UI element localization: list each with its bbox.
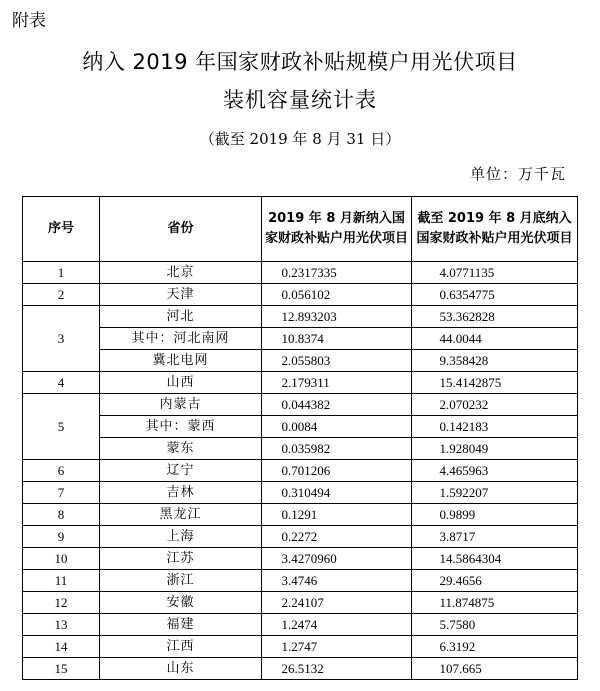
header-total-capacity: 截至 2019 年 8 月底纳入国家财政补贴户用光伏项目 [412, 197, 578, 262]
table-row [23, 504, 578, 526]
table-row [23, 592, 578, 614]
row-index: 3 [23, 306, 100, 372]
row-province: 河北 [100, 306, 262, 328]
document-subtitle: 装机容量统计表 [223, 88, 377, 112]
row-index: 6 [23, 460, 100, 482]
row-index: 15 [23, 658, 100, 680]
table-row [23, 658, 578, 680]
row-index: 9 [23, 526, 100, 548]
row-new-capacity: 0.044382 [281, 397, 331, 412]
row-index: 7 [23, 482, 100, 504]
row-new-capacity: 12.893203 [281, 309, 337, 324]
row-index: 1 [23, 262, 100, 284]
row-province: 浙江 [100, 570, 262, 592]
row-index: 4 [23, 372, 100, 394]
row-total-capacity: 0.6354775 [439, 287, 495, 302]
row-province: 安徽 [100, 592, 262, 614]
row-index: 13 [23, 614, 100, 636]
row-total-capacity: 2.070232 [439, 397, 489, 412]
table-row [23, 460, 578, 482]
row-province: 内蒙古 [100, 394, 262, 416]
table-row [23, 262, 578, 284]
row-new-capacity: 0.310494 [281, 485, 331, 500]
table-row [23, 328, 578, 350]
row-total-capacity: 0.142183 [439, 419, 489, 434]
row-province: 山西 [100, 372, 262, 394]
row-province: 福建 [100, 614, 262, 636]
row-new-capacity: 0.2272 [281, 529, 318, 544]
unit-note: 单位：万千瓦 [469, 165, 566, 183]
row-new-capacity: 0.0084 [281, 419, 318, 434]
row-new-capacity: 26.5132 [281, 661, 324, 676]
row-new-capacity: 1.2474 [281, 617, 318, 632]
table-row [23, 372, 578, 394]
table-header-row [23, 197, 578, 262]
row-total-capacity: 4.0771135 [439, 265, 495, 280]
row-province: 江西 [100, 636, 262, 658]
table-row [23, 526, 578, 548]
row-index: 2 [23, 284, 100, 306]
row-new-capacity: 3.4746 [281, 573, 318, 588]
row-new-capacity: 0.056102 [281, 287, 331, 302]
row-total-capacity: 44.0044 [439, 331, 482, 346]
row-province: 天津 [100, 284, 262, 306]
row-new-capacity: 2.055803 [281, 353, 331, 368]
row-province: 冀北电网 [100, 350, 262, 372]
header-index: 序号 [23, 197, 100, 262]
row-total-capacity: 9.358428 [439, 353, 489, 368]
header-new-capacity: 2019 年 8 月新纳入国家财政补贴户用光伏项目 [262, 197, 412, 262]
row-province: 其中：河北南网 [100, 328, 262, 350]
header-province: 省份 [100, 197, 262, 262]
row-total-capacity: 6.3192 [439, 639, 476, 654]
row-index: 10 [23, 548, 100, 570]
row-province: 辽宁 [100, 460, 262, 482]
row-index: 8 [23, 504, 100, 526]
row-index: 14 [23, 636, 100, 658]
row-province: 吉林 [100, 482, 262, 504]
attachment-label: 附表 [12, 11, 46, 31]
row-new-capacity: 0.701206 [281, 463, 331, 478]
row-new-capacity: 0.035982 [281, 441, 331, 456]
row-new-capacity: 0.1291 [281, 507, 318, 522]
row-province: 北京 [100, 262, 262, 284]
table-row [23, 438, 578, 460]
row-total-capacity: 107.665 [439, 661, 482, 676]
row-index: 5 [23, 394, 100, 460]
row-total-capacity: 5.7580 [439, 617, 476, 632]
row-total-capacity: 29.4656 [439, 573, 482, 588]
row-province: 黑龙江 [100, 504, 262, 526]
row-total-capacity: 53.362828 [439, 309, 495, 324]
table-row [23, 570, 578, 592]
row-total-capacity: 14.5864304 [439, 551, 502, 566]
row-province: 山东 [100, 658, 262, 680]
date-note: （截至 2019 年 8 月 31 日） [199, 130, 401, 148]
row-new-capacity: 3.4270960 [281, 551, 337, 566]
table-row [23, 482, 578, 504]
row-total-capacity: 4.465963 [439, 463, 489, 478]
table-row [23, 284, 578, 306]
row-new-capacity: 10.8374 [281, 331, 324, 346]
row-province: 上海 [100, 526, 262, 548]
table-row [23, 548, 578, 570]
row-new-capacity: 0.2317335 [281, 265, 337, 280]
row-new-capacity: 1.2747 [281, 639, 318, 654]
row-province: 江苏 [100, 548, 262, 570]
row-total-capacity: 1.928049 [439, 441, 489, 456]
row-province: 蒙东 [100, 438, 262, 460]
row-new-capacity: 2.24107 [281, 595, 324, 610]
table-row [23, 306, 578, 328]
row-total-capacity: 11.874875 [439, 595, 495, 610]
row-total-capacity: 15.4142875 [439, 375, 502, 390]
table-row [23, 636, 578, 658]
row-province: 其中：蒙西 [100, 416, 262, 438]
table-row [23, 416, 578, 438]
table-row [23, 614, 578, 636]
row-total-capacity: 3.8717 [439, 529, 476, 544]
table-row [23, 394, 578, 416]
document-title: 纳入 2019 年国家财政补贴规模户用光伏项目 [82, 50, 518, 74]
row-total-capacity: 1.592207 [439, 485, 489, 500]
row-index: 11 [23, 570, 100, 592]
row-total-capacity: 0.9899 [439, 507, 476, 522]
capacity-table [22, 196, 578, 680]
row-index: 12 [23, 592, 100, 614]
row-new-capacity: 2.179311 [281, 375, 330, 390]
table-row [23, 350, 578, 372]
